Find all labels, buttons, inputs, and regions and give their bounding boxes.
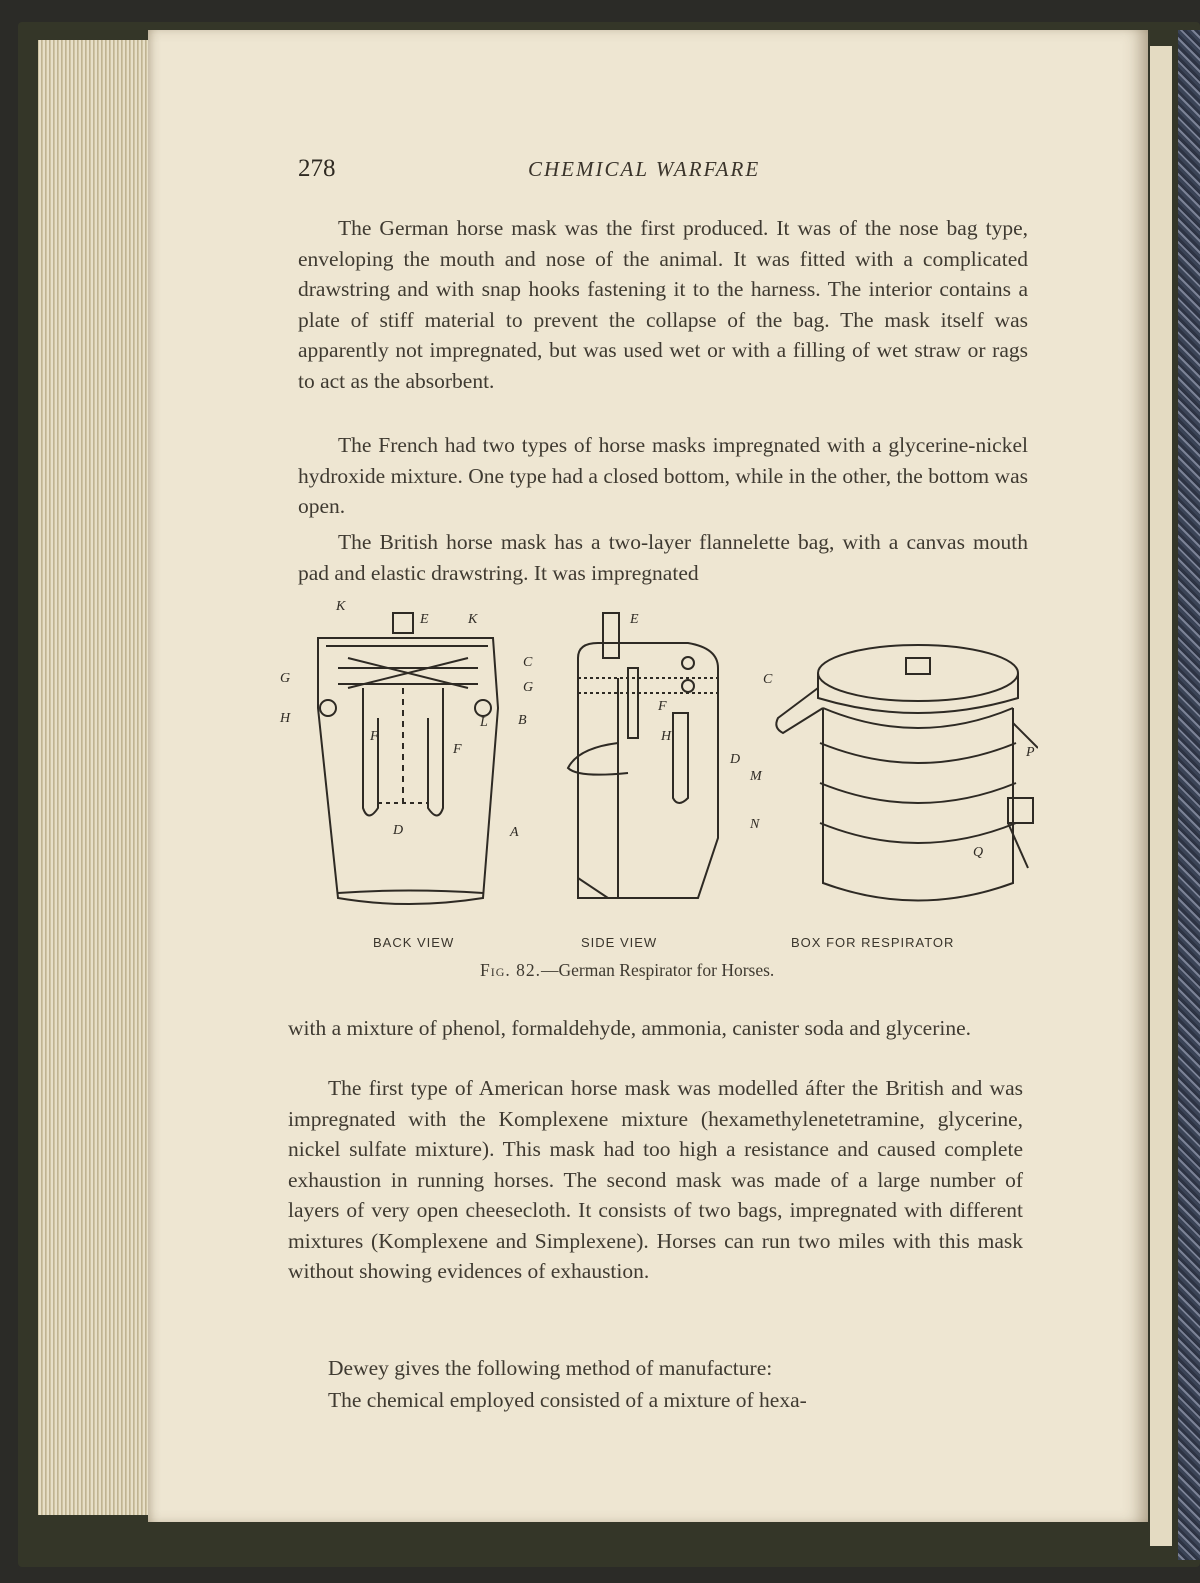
figure-82-illustration: [278, 598, 1038, 943]
figure-caption-text: —German Respirator for Horses.: [541, 960, 775, 980]
svg-text:B: B: [518, 713, 527, 728]
svg-text:D: D: [393, 823, 404, 838]
paragraph: The German horse mask was the first produced. It was of the nose bag type, enveloping the mouth and nose of the animal. It was fitted with a complicated drawstring and with snap hooks fastening it to the harness. The interior contains a plate of stiff material to prevent the collapse of the bag. The mask itself was apparently not impregnated, but was used wet or with a filling of wet straw or rags to act as the absorbent.: [298, 216, 1028, 393]
respirator-box-drawing: [776, 645, 1038, 901]
svg-text:A: A: [510, 825, 519, 840]
side-view-drawing: [568, 613, 718, 898]
svg-text:F: F: [370, 729, 379, 744]
back-view-drawing: [318, 613, 498, 904]
svg-text:E: E: [420, 612, 429, 627]
back-view-label: BACK VIEW: [373, 935, 455, 950]
svg-text:P: P: [1026, 745, 1035, 760]
svg-text:C: C: [763, 672, 773, 687]
svg-text:L: L: [480, 715, 488, 730]
svg-text:F: F: [658, 699, 667, 714]
paragraph: The chemical employed consisted of a mixture of hexa-: [328, 1388, 807, 1412]
box-view-label: BOX FOR RESPIRATOR: [791, 935, 955, 950]
next-page-edge: [1150, 46, 1172, 1546]
svg-text:F: F: [453, 742, 462, 757]
svg-text:C: C: [523, 655, 533, 670]
svg-text:M: M: [750, 769, 762, 784]
running-title: CHEMICAL WARFARE: [528, 157, 761, 181]
svg-text:N: N: [750, 817, 760, 832]
svg-text:K: K: [336, 599, 346, 614]
svg-text:D: D: [730, 752, 741, 767]
svg-text:Q: Q: [973, 845, 984, 860]
paragraph: The first type of American horse mask was modelled áfter the British and was impregnated with the Komplexene mixture (hexamethylenetetramine, glycerine, nickel sulfate mixture). This mask had too high a resistance and caused complete exhaustion in running horses. The second mask was made of a large number of layers of very open cheesecloth. It consists of two bags, impregnated with different mixtures (Komplexene and Simplexene). Horses can run two miles with this mask without showing evidences of exhaustion.: [288, 1076, 1023, 1283]
respirator-drawing: [278, 598, 1038, 943]
svg-text:H: H: [661, 729, 672, 744]
figure-number: Fig. 82.: [480, 960, 542, 980]
svg-text:K: K: [468, 612, 478, 627]
running-head: [148, 155, 1148, 185]
book-page: [148, 30, 1148, 1522]
paragraph: The French had two types of horse masks impregnated with a glycerine-nickel hydroxide mixture. One type had a closed bottom, while in the other, the bottom was open.: [298, 433, 1028, 518]
side-view-label: SIDE VIEW: [581, 935, 658, 950]
figure-caption: [480, 960, 774, 981]
page-number: 278: [298, 155, 336, 182]
svg-text:G: G: [280, 671, 291, 686]
paragraph: Dewey gives the following method of manufacture:: [328, 1356, 773, 1380]
cover-cloth-edge: [1178, 30, 1200, 1560]
page-edges: [38, 40, 153, 1515]
svg-text:H: H: [280, 711, 291, 726]
paragraph: The British horse mask has a two-layer flannelette bag, with a canvas mouth pad and elastic drawstring. It was impregnated: [298, 530, 1028, 585]
svg-text:G: G: [523, 680, 534, 695]
svg-text:E: E: [630, 612, 639, 627]
paragraph: with a mixture of phenol, formaldehyde, ammonia, canister soda and glycerine.: [288, 1016, 972, 1040]
